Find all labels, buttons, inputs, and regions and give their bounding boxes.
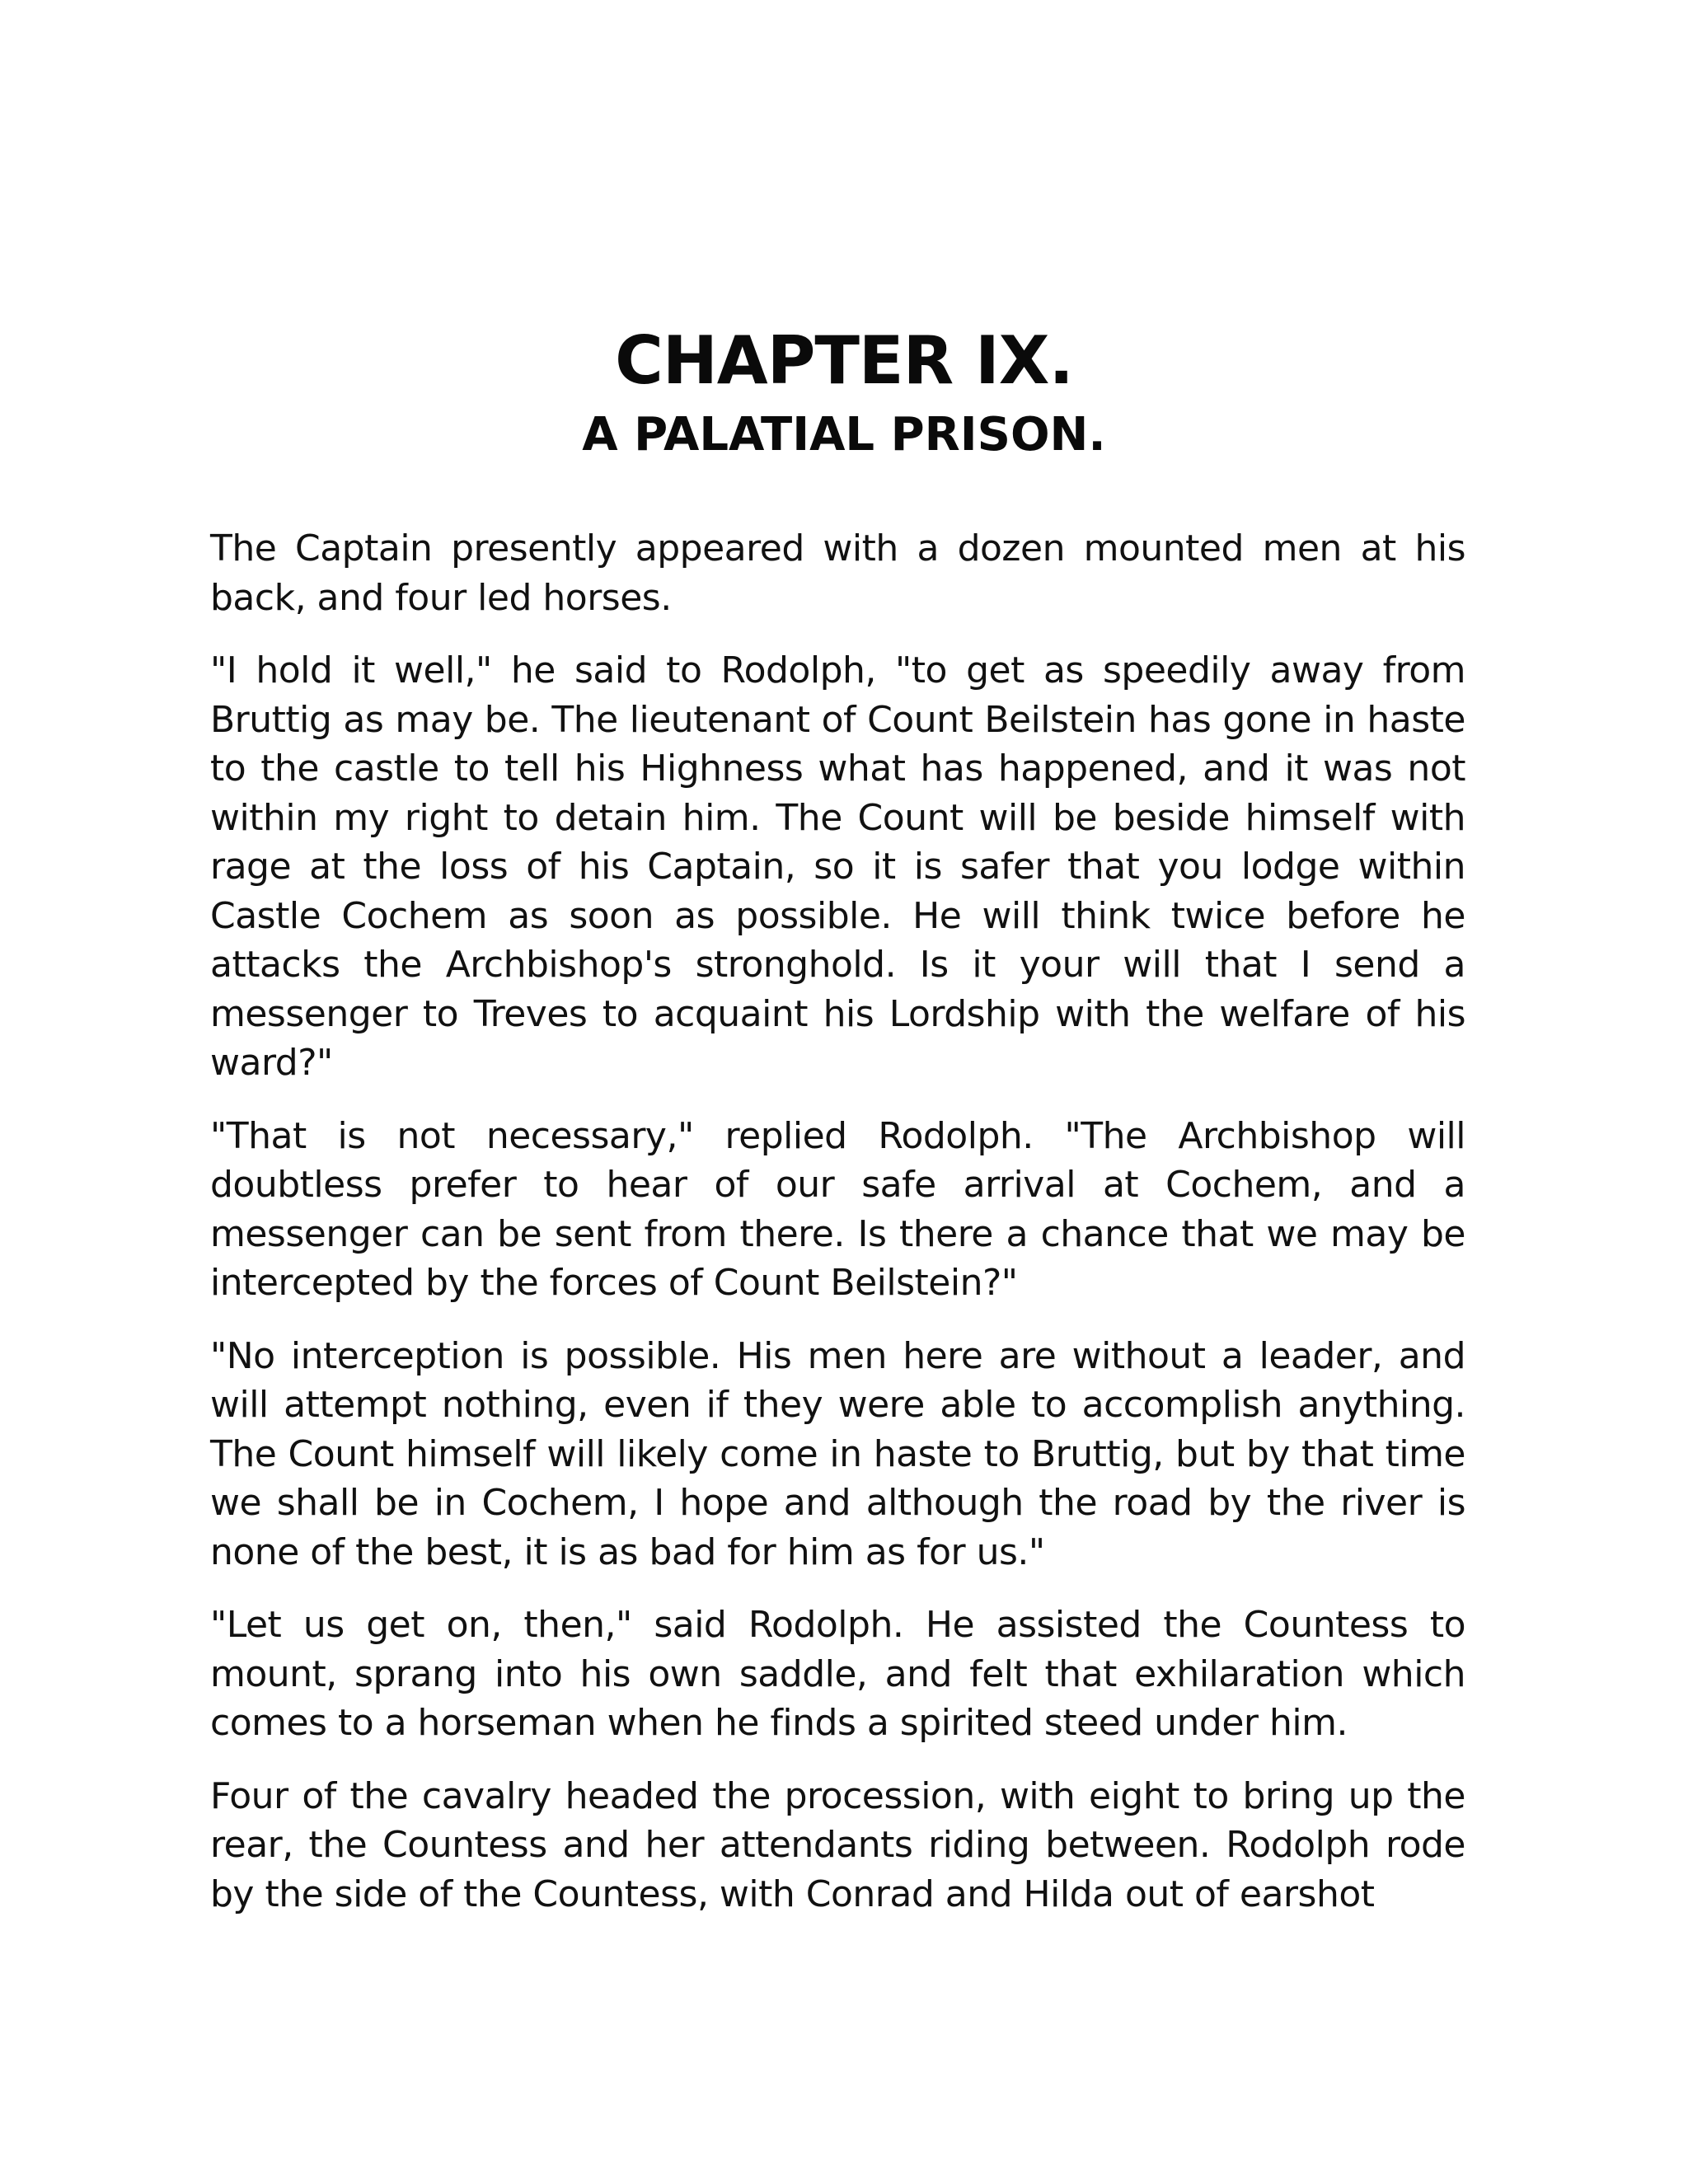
paragraph: Four of the cavalry headed the procession, with eight to bring up the rear, the Countess and her attendants riding between. Rodolph rode by the side of the Countess, with Conrad and Hilda out of earshot [210, 1774, 1465, 1915]
paragraph: "I hold it well," he said to Rodolph, "to get as speedily away from Bruttig as may be. The lieutenant of Count Beilstein has gone in haste to the castle to tell his Highness what has happened, and it was not within my right to detain him. The Count will be beside himself with rage at the loss of his Captain, so it is safer that you lodge within Castle Cochem as soon as possible. He will think twice before he attacks the Archbishop's stronghold. Is it your will that I send a messenger to Treves to acquaint his Lordship with the welfare of his ward?" [210, 649, 1465, 1084]
paragraph: "That is not necessary," replied Rodolph. "The Archbishop will doubtless prefer to hear of our safe arrival at Cochem, and a messenger can be sent from there. Is there a chance that we may be intercepted by the forces of Count Beilstein?" [210, 1114, 1465, 1304]
chapter-title: CHAPTER IX. [615, 322, 1073, 399]
chapter-subtitle: A PALATIAL PRISON. [582, 408, 1106, 462]
paragraph: The Captain presently appeared with a dozen mounted men at his back, and four led horses. [210, 527, 1465, 619]
paragraph: "No interception is possible. His men here are without a leader, and will attempt nothing, even if they were able to accomplish anything. The Count himself will likely come in haste to Bruttig, but by that time we shall be in Cochem, I hope and although the road by the river is none of the best, it is as bad for him as for us." [210, 1334, 1465, 1573]
paragraph: "Let us get on, then," said Rodolph. He assisted the Countess to mount, sprang into his own saddle, and felt that exhilaration which comes to a horseman when he finds a spirited steed under him. [210, 1604, 1465, 1744]
chapter-body [210, 524, 1465, 1943]
